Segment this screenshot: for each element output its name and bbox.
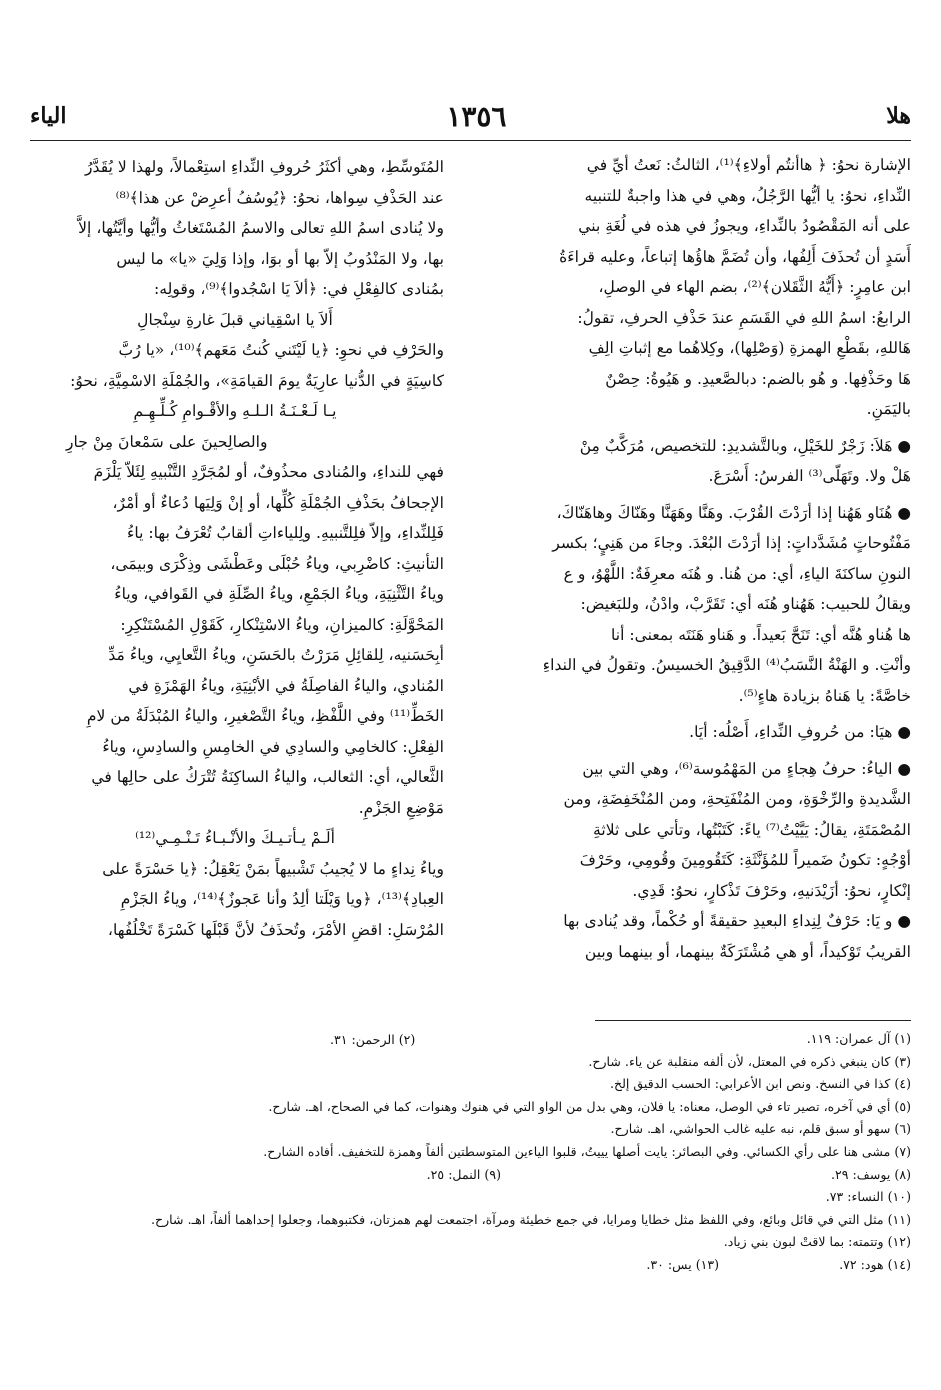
footnote-row [40,1231,911,1254]
text-line: الخَطِّ⁽¹¹⁾ وفي اللَّفْظِ، وياءُ التَّصْغيرِ، والياءُ المُبْدَلَةُ من لامِ [86,707,444,725]
text-line: عند الحَذْفِ سِواها، نحوُ: ﴿يُوسُفُ أعرِضْ عن هذا﴾⁽⁸⁾ [115,188,444,207]
text-line: هَا وحَذْفِها. و هُو بالضم: دبالصَّعيدِ. و هَيُوةُ: حِصْنٌ [605,369,911,388]
header-entry-left: الياء [30,103,67,129]
text-line: إنْكارٍ، نحوُ: أزَيْدَنيهِ، وحَرْفَ تَذْكارٍ، نحوُ: قَدِي. [632,881,911,900]
footnote-row [40,1164,911,1187]
text-line: الثَّعالي، أي: الثعالب، والياءُ الساكِنَةُ تُتْرَكُ على حالِها في [91,768,444,786]
text-line: النِّداءِ، نحوُ: يا أيُّها الرَّجُلُ، وهي في هذا واجبةٌ للتنبيه [584,186,911,205]
text-line: أوْجُهٍ: تكونُ ضَميراً للمُؤَنَّثَةِ: كَتَقُومِينَ وقُومِي، وحَرْفَ [579,851,911,869]
text-line: هَاللهِ، بقَطْعِ الهمزةِ (وَصْلِها)، وكِلاهُما مع إثباتِ الِفِ [588,339,911,357]
footnote-row [40,1209,911,1232]
footnote-2: (٢) الرحمن: ٣١. [330,1032,416,1047]
text-line: ابن عامِرٍ: ﴿أَيُّهُ الثَّقَلان﴾⁽²⁾، بضم الهاء في الوصلِ، [598,278,911,296]
text-line: النونِ ساكنَةَ الياءِ، أي: من هُنا. و هُنَه معرِفَةٌ: اللَّهْوُ، و ع [563,564,911,583]
footnote-8: (٨) يوسف: ٢٩. [831,1166,911,1182]
entry-line: ● و يَا: حَرْفٌ لِنِداءِ البعيدِ حقيقةً أو حُكْماً، وقد يُنادى بها [563,912,911,930]
entry-line: ● الياءُ: حرفُ هِجاءٍ من المَهْمُوسة⁽⁶⁾، وهي التي بين [582,759,911,778]
text-line: المُرْسَلِ: اقضِ الأمْرَ، وتُحذَفُ لأنَّ قَبْلَها كَسْرَةً تَخْلُفُها، [107,920,444,939]
text-line: الإشارة نحوُ: ﴿ هاأنتُم أولاءِ﴾⁽¹⁾، الثالثُ: نَعتُ أيِّ في [586,156,911,174]
text-line: باليَمَنِ. [866,400,911,418]
footnote-row [40,1028,911,1051]
right-column [493,150,911,967]
text-line: أَسَدٍ أن تُحذَفَ أَلِفُها، وأن تُضَمَّ هاؤُها إتباعاً، وعليه قراءَةُ [559,247,911,266]
text-line: القريبُ تَوْكيداً، أو هي مُشْتَرَكَةٌ بينهما، أو بينهما وبين [584,942,911,961]
footnote-9: (٩) النمل: ٢٥. [426,1166,501,1182]
footnote-row [40,1118,911,1141]
text-line: بمُنادى كالفِعْلِ في: ﴿ألاَ يَا اسْجُدوا﴾⁽⁹⁾، وقولِه: [153,280,444,298]
text-line: العِبادِ﴾⁽¹³⁾، ﴿ويا وَيْلَتا ألِدُ وأنا عَجوزٌ﴾⁽¹⁴⁾، وياءُ الجَزْمِ [120,890,444,908]
text-line: فهي للنداءِ، والمُنادى محذُوفٌ، أو لمُجَرَّدِ التَّنْبيهِ لِئَلاّ يَلْزَمَ [93,463,444,481]
text-line: خاصَّةً: يا هَناهُ بزيادة هاءٍ⁽⁵⁾. [738,686,911,705]
text-line: ولا يُنادى اسمُ اللهِ تعالى والاسمُ المُسْتَغاثُ وأيُّها وأيَّتُها، إلاَّ [78,219,444,237]
footnote-row [40,1254,911,1277]
text-line: المُتَوسِّطِ، وهي أكثَرُ حُروفِ النِّداءِ استِعْمالاً، ولهذا لا يُقَدَّرُ [85,158,444,176]
page-header [30,96,911,136]
footnote-4: (٤) كذا في النسخ. ونص ابن الأعرابي: الحسب الدقيق إلخ. [609,1076,911,1092]
footnote-13: (١٣) يس: ٣٠. [646,1256,720,1272]
left-column [26,152,444,945]
verse-line: يـا لَـعْـنَـةُ الـلـهِ والأقْـوامِ كُـلِّـهِـمِ [133,402,337,420]
text-line: وياءُ التَّثْنِيَةِ، وياءُ الجَمْعِ، وياءُ الصِّلَةِ في القَوافي، وياءُ [114,585,444,603]
text-line: مَوْضِعِ الجَزْمِ. [358,798,444,817]
text-line: فَلِلنِّداءِ، وإلاّ فلِلتَّنبيهِ. ولِلياءاتِ ألقابٌ تُعْرَفُ بها: ياءُ [127,524,444,542]
text-line: وأنْتِ. و الهَنْةُ النَّسَبُ⁽⁴⁾ الدَّقِيقُ الخسيسُ. وتقولُ في النداءِ [542,656,911,674]
text-line: الرابعُ: اسمُ اللهِ في القَسَمِ عندَ حَذْفِ الحرفِ، تقولُ: [577,308,911,327]
text-line: المَحْوَّلَةِ: كالميزانِ، وياءُ الاسْتِنْكارِ، كَقَوْلِ المُسْتَنْكِرِ: [120,615,444,634]
text-line: كاسِيَةٍ في الدُّنيا عارِيَةٌ يومَ القيامَةِ»، والجُمْلَةِ الاسْمِيَّةِ، نحوُ: [70,371,444,390]
text-line: أبِحَسَنيه، لِلقائِلِ مَرَرْتُ بالحَسَنِ، وياءُ التَّعايِي، وياءُ مَدِّ [108,646,444,664]
page-number: ١٣٥٦ [446,99,507,133]
text-line: ها هُناو هُنَّه أي: تَنَحَّ بَعيداً. و هَناو هَنَتَه بمعنى: أنا [611,625,911,644]
footnote-12: (١٢) وتتمته: بما لاقتْ لبون بني زياد. [723,1234,911,1250]
text-line: مَفْتُوحاتٍ مُشَدَّداتٍ: إذا أرَدْتَ البُعْدَ. وجاءَ من هَنِيٍ؛ بكسر [552,534,911,552]
text-line: المُصْمَتَةِ، يقالُ: يَيَّيْتُ⁽⁷⁾ ياءً: كَتَبْتُها، وتأتي على ثلاثةِ [593,820,911,839]
footnote-row [40,1141,911,1164]
footnote-1: (١) آل عمران: ١١٩. [806,1031,911,1046]
text-line: وياءُ نِداءٍ ما لا يُجيبُ تَشْبيهاً بمَنْ يَعْقِلُ: ﴿يا حَسْرَةً على [102,859,444,878]
footnote-3: (٣) كان ينبغي ذكره في المعتل، لأن ألفه منقلبة عن ياء. شارح. [588,1053,911,1069]
header-rule [30,140,911,141]
footnote-row [40,1073,911,1096]
footnote-row [40,1051,911,1074]
verse-line: والصالِحينَ على سَمْعانَ مِنْ جارِ [66,432,268,451]
footnote-6: (٦) سهو أو سبق قلم، نبه عليه غالب الحواشي، اهـ. شارح. [610,1121,911,1137]
text-line: والحَرْفِ في نحوِ: ﴿يا لَيْتَني كُنتُ مَعَهم﴾⁽¹⁰⁾، «يا رُبَّ [118,341,444,359]
entry-line: ● هُنَاو هَهُنا إذا أرَدْتَ القُرْبَ. وهَنَّا وهَهَنَّا وهَنّاكَ وهاهَنّاكَ، [556,503,911,522]
text-line: على أنه المَقْصُودُ بالنِّداءِ، ويجوزُ في هذه في لُغَةِ بني [578,217,911,235]
footnote-row [40,1096,911,1119]
header-entry-right: هلا [886,103,911,129]
footnote-7: (٧) مشى هنا على رأي الكسائي. وفي البصائر: يايت أصلها يييتُ، قلبوا الياءين المتوسطتين ألفاً وهمزة للتخفيف. أفاده الشارح. [263,1143,911,1159]
text-line: بها، ولا المَنْدُوبُ إلاّ بها أو بوَا، وإذا وَلِيَ «يا» ما ليس [116,249,444,268]
text-line: ويقالُ للحبيب: هَهُناو هُنَه أي: تَقَرَّبْ، وادْنُ، وللبَغيض: [580,595,911,613]
footnote-row [40,1186,911,1209]
text-line: الشَّديدةِ والرِّخْوَةِ، ومن المُنْفَتِحةِ، ومن المُنْخَفِضَةِ، ومن [563,790,911,808]
text-line: المُنادي، والياءُ الفاصِلَةُ في الأبْنِيَةِ، وياءُ الهَمْزَةِ في [128,676,444,695]
footnote-rule [595,1020,911,1021]
footnotes [40,1028,911,1277]
footnote-14: (١٤) هود: ٧٢. [839,1256,911,1272]
footnote-11: (١١) مثل التي في قائل وبائع، وفي اللفظ مثل خطايا ومرايا، في جمع خطيئة ومرآة، اجتمعت لهم همزتان، فكتبوهما، وجعلوا إحداهما ألفاً، اهـ. شارح. [150,1211,911,1227]
entry-line: ● هيَا: من حُروفِ النِّداءِ، أَصْلُه: أيَا. [689,723,911,741]
text-line: الفِعْلِ: كالخامِي والسادِي في الخامِسِ والسادِسِ، وياءُ [102,737,444,756]
text-line: هَلْ ولا. وتَهَلّى⁽³⁾ الفرسُ: أَسْرَعَ. [708,467,911,485]
footnote-10: (١٠) النساء: ٧٣. [825,1189,911,1205]
verse-line: أَلاَ يا اسْقِياني قبلَ غارةِ سِنْجالِ [137,310,333,329]
footnote-5: (٥) أي في آخره، تصير تاء في الوصل، معناه: يا فلان، وهي بدل من الواو التي في هنوك وهنوات، كما في الصحاح، اهـ. شارح. [268,1098,911,1114]
entry-line: ● هَلاَ: زَجْرٌ للخَيْلِ، وبالتَّشديدِ: للتخصيص، مُرَكَّبٌ مِنْ [579,436,911,455]
text-line: الإجحافُ بحَذْفِ الجُمْلَةِ كُلِّها، أو إنْ وَلِيَها دُعاءٌ أو أمْرٌ، [112,493,444,512]
text-line: التأنيثِ: كاضْرِبي، وياءُ حُبْلَى وعَطْشَى وذِكْرَى وبيمَى، [110,554,444,573]
verse-line: ألَـمْ يـأتـيـكَ والأنْـبـاءُ تَـنْـمِـي⁽¹²⁾ [135,829,335,847]
